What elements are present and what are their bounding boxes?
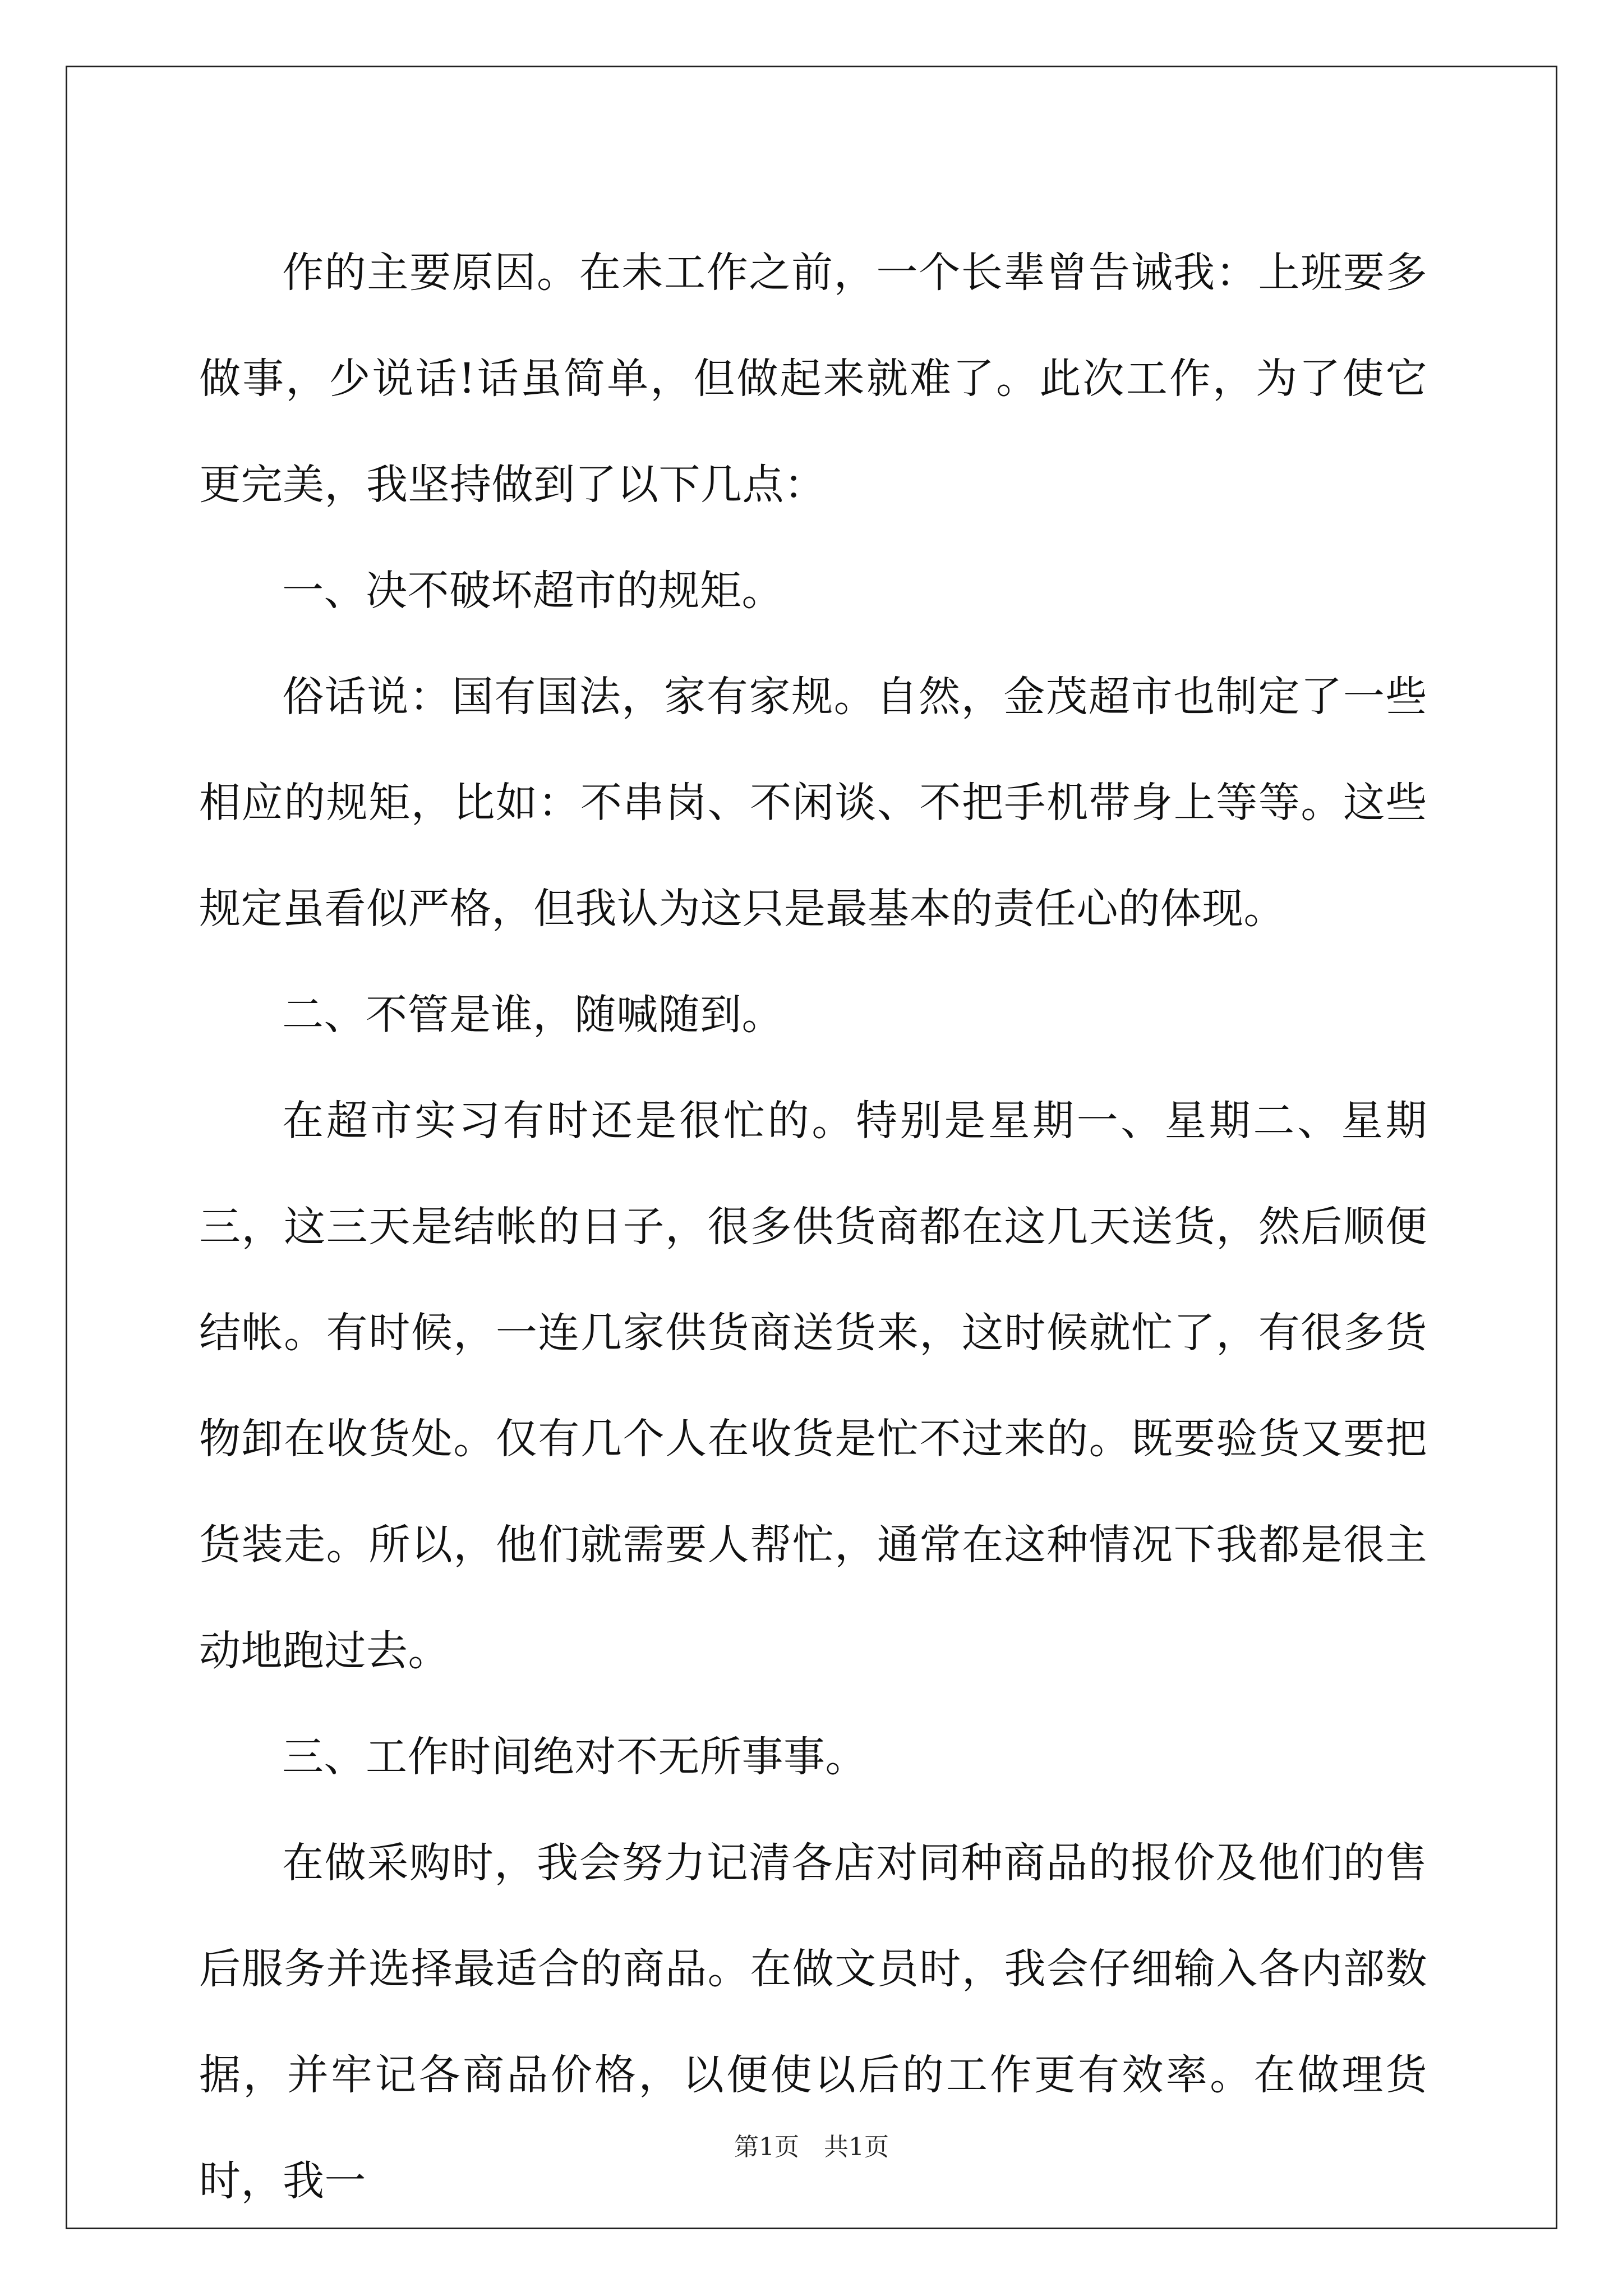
section-heading: 一、决不破坏超市的规矩。	[282, 567, 783, 615]
paragraph: 作的主要原因。在未工作之前，一个长辈曾告诫我：上班要多做事，少说话!话虽简单，但做起来就难了。此次工作，为了使它更完美，我坚持做到了以下几点：	[199, 249, 1427, 509]
document-body	[199, 220, 1427, 2234]
paragraph: 在超市实习有时还是很忙的。特别是星期一、星期二、星期三，这三天是结帐的日子，很多供货商都在这几天送货，然后顺便结帐。有时候，一连几家供货商送货来，这时候就忙了，有很多货物卸在收货处。仅有几个人在收货是忙不过来的。既要验货又要把货装走。所以，他们就需要人帮忙，通常在这种情况下我都是很主动地跑过去。	[199, 1097, 1427, 1675]
page-footer: 第1页 共1页	[734, 2133, 889, 2161]
paragraph: 俗话说：国有国法，家有家规。自然，金茂超市也制定了一些相应的规矩，比如：不串岗、不闲谈、不把手机带身上等等。这些规定虽看似严格，但我认为这只是最基本的责任心的体现。	[199, 673, 1427, 933]
section-heading: 三、工作时间绝对不无所事事。	[282, 1733, 867, 1781]
paragraph: 在做采购时，我会努力记清各店对同种商品的报价及他们的售后服务并选择最适合的商品。在做文员时，我会仔细输入各内部数据，并牢记各商品价格，以便使以后的工作更有效率。在做理货时，我一	[199, 1839, 1427, 2205]
section-heading: 二、不管是谁，随喊随到。	[282, 991, 783, 1039]
